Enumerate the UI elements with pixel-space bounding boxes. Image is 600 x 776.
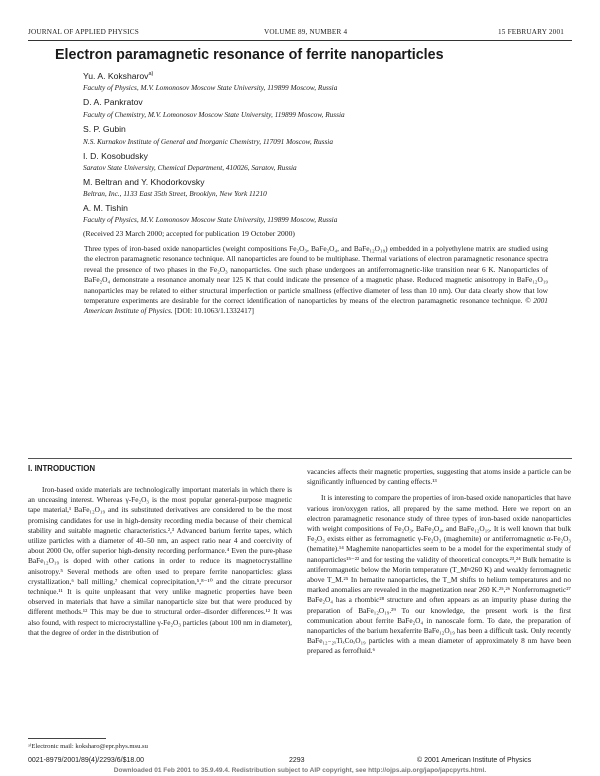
author-2: D. A. Pankratov — [83, 97, 143, 107]
footnote-email: ᵃ⁾Electronic mail: koksharo@epr.phys.msu.su — [28, 743, 148, 750]
affiliation-1: Faculty of Physics, M.V. Lomonosov Moscow State University, 119899 Moscow, Russia — [83, 83, 338, 92]
abstract-text: Three types of iron-based oxide nanoparticles (weight compositions Fe₂O₃, BaFe₂O₄, and BaFe₁₂O₁₉) embedded in a polyethylene matrix are studied using the electron paramagnetic resonance technique. All nanoparticles are found to be multiphase. Thermal variations of electron paramagnetic resonance spectra reveal the presence of two phases in the Fe₂O₃ nanoparticles. One such phase undergoes an antiferromagnetic-like transition near 6 K. Nanoparticles of BaFe₂O₄ demonstrate a resonance anomaly near 125 K that could indicate the presence of a magnetic phase. Reduced magnetic anisotropy in BaFe₁₂O₁₉ nanoparticles may be related to either structural imperfection or particle smallness (effective diameter of less than 10 nm). Our data clearly show that low temperature experiments are desirable for the correct identification of nanoparticles by means of the electron paramagnetic resonance technique. — [84, 244, 548, 306]
article-code: 0021-8979/2001/89(4)/2293/6/$18.00 — [28, 757, 144, 764]
author-footnote-mark: a) — [148, 71, 154, 78]
affiliation-6: Faculty of Physics, M.V. Lomonosov Moscow State University, 119899 Moscow, Russia — [83, 215, 338, 224]
journal-name: JOURNAL OF APPLIED PHYSICS — [28, 28, 139, 36]
abstract-copyright: © 2001 American Institute of Physics. — [84, 296, 548, 316]
author-6: A. M. Tishin — [83, 203, 128, 213]
section-heading: I. INTRODUCTION — [28, 464, 96, 473]
author-1 — [83, 71, 153, 81]
received-dates: (Received 23 March 2000; accepted for publication 19 October 2000) — [83, 229, 295, 238]
header-rule — [28, 40, 572, 41]
footnote-rule — [28, 738, 106, 739]
volume-number: VOLUME 89, NUMBER 4 — [264, 28, 348, 36]
section-divider — [28, 458, 572, 459]
author-5: M. Beltran and Y. Khodorkovsky — [83, 177, 205, 187]
doi: [DOI: 10.1063/1.1332417] — [174, 306, 254, 316]
copyright-footer: © 2001 American Institute of Physics — [417, 757, 532, 764]
body-column-left — [28, 485, 292, 638]
download-notice: Downloaded 01 Feb 2001 to 35.9.49.4. Redistribution subject to AIP copyright, see http://ojps.aip.org/japo/japcpyrts.html. — [113, 767, 487, 774]
page-number: 2293 — [289, 757, 305, 764]
intro-paragraph-1: Iron-based oxide materials are technologically important materials in which there is an unceasing interest. Whereas γ-Fe₂O₃ is the most popular general-purpose magnetic tape material,¹ BaFe₁₂O₁₉ and its substituted derivatives are considered to be the most promising candidates for use in high-density recording media because of their chemical stability and suitable magnetic characteristics.²,³ Advanced barium ferrite tapes, which utilize particles with a diameter of 40–50 nm, an aspect ratio near 4 and coercivity of about 2000 Oe, offer superior high-density recording performance.⁴ Even the pure-phase BaFe₁₂O₁₉ is doped with other cations in order to reduce its magnetocrystalline anisotropy.⁵ Several methods are often used to prepare ferrite nanoparticles: glass crystallization,⁶ ball milling,⁷ chemical coprecipitation,⁵,⁸⁻¹⁰ and the citrate precursor technique.¹¹ It is quite unpleasant that very unlike magnetic properties have been observed in materials that have a similar nanoparticle size but that were produced by different methods.¹² This may be due to structural order–disorder differences.¹² It was also found, with respect to microcrystalline γ-Fe₂O₃ particles (about 100 nm in diameter), that the degree of order in the distribution of — [28, 485, 292, 637]
intro-paragraph-continued: vacancies affects their magnetic properties, suggesting that atoms inside a particle can be significantly influenced by canting effects.¹³ — [307, 467, 571, 487]
body-column-right — [307, 467, 571, 657]
author-4: I. D. Kosobudsky — [83, 151, 148, 161]
author-3: S. P. Gubin — [83, 124, 126, 134]
author-name: Yu. A. Koksharov — [83, 71, 149, 81]
affiliation-5: Beltran, Inc., 1133 East 35th Street, Brooklyn, New York 11210 — [83, 189, 267, 198]
issue-date: 15 FEBRUARY 2001 — [498, 28, 565, 36]
paper-title: Electron paramagnetic resonance of ferrite nanoparticles — [55, 47, 444, 63]
affiliation-3: N.S. Kurnakov Institute of General and Inorganic Chemistry, 117091 Moscow, Russia — [83, 137, 333, 146]
affiliation-2: Faculty of Chemistry, M.V. Lomonosov Moscow State University, 119899 Moscow, Russia — [83, 110, 345, 119]
abstract — [84, 244, 548, 317]
intro-paragraph-2: It is interesting to compare the properties of iron-based oxide nanoparticles that have various iron/oxygen ratios, all prepared by the same method. Here we report on an electron paramagnetic resonance study of three types of iron-based oxide nanoparticles with weight compositions of Fe₂O₃, BaFe₂O₄, and BaFe₁₂O₁₉. It is well known that bulk Fe₂O₃ exists either as ferromagnetic γ-Fe₂O₃ (maghemite) or antiferromagnetic α-Fe₂O₃ (hematite).¹⁴ Maghemite nanoparticles seem to be a model for the experimental study of nanoparticles¹⁵⁻²² and for testing the validity of theoretical concepts.²³,²⁴ Bulk hematite is antiferromagnetic below the Morin temperature (T_M≈260 K) and weakly ferromagnetic above T_M.²⁵ In hematite nanoparticles, the T_M shifts to helium temperatures and no marked anomalies are revealed in the magnetization near 260 K.²⁵,²⁶ Nonferromagnetic²⁷ BaFe₂O₄ has a rhombic²⁸ structure and often appears as an impurity phase during the preparation of BaFe₁₂O₁₉.²⁹ To our knowledge, the present work is the first communication about ferrite BaFe₂O₄ in nanoscale form. To date, the preparation of nanoparticles of the barium hexaferrite BaFe₁₂O₁₉ has been a difficult task. Only recently BaFe₁₂₋₂ₓTiₓCoₓO₁₉ particles with a mean diameter of approximately 8 nm have been prepared as ferrofluid.⁶ — [307, 493, 571, 656]
affiliation-4: Saratov State University, Chemical Department, 410026, Saratov, Russia — [83, 163, 297, 172]
